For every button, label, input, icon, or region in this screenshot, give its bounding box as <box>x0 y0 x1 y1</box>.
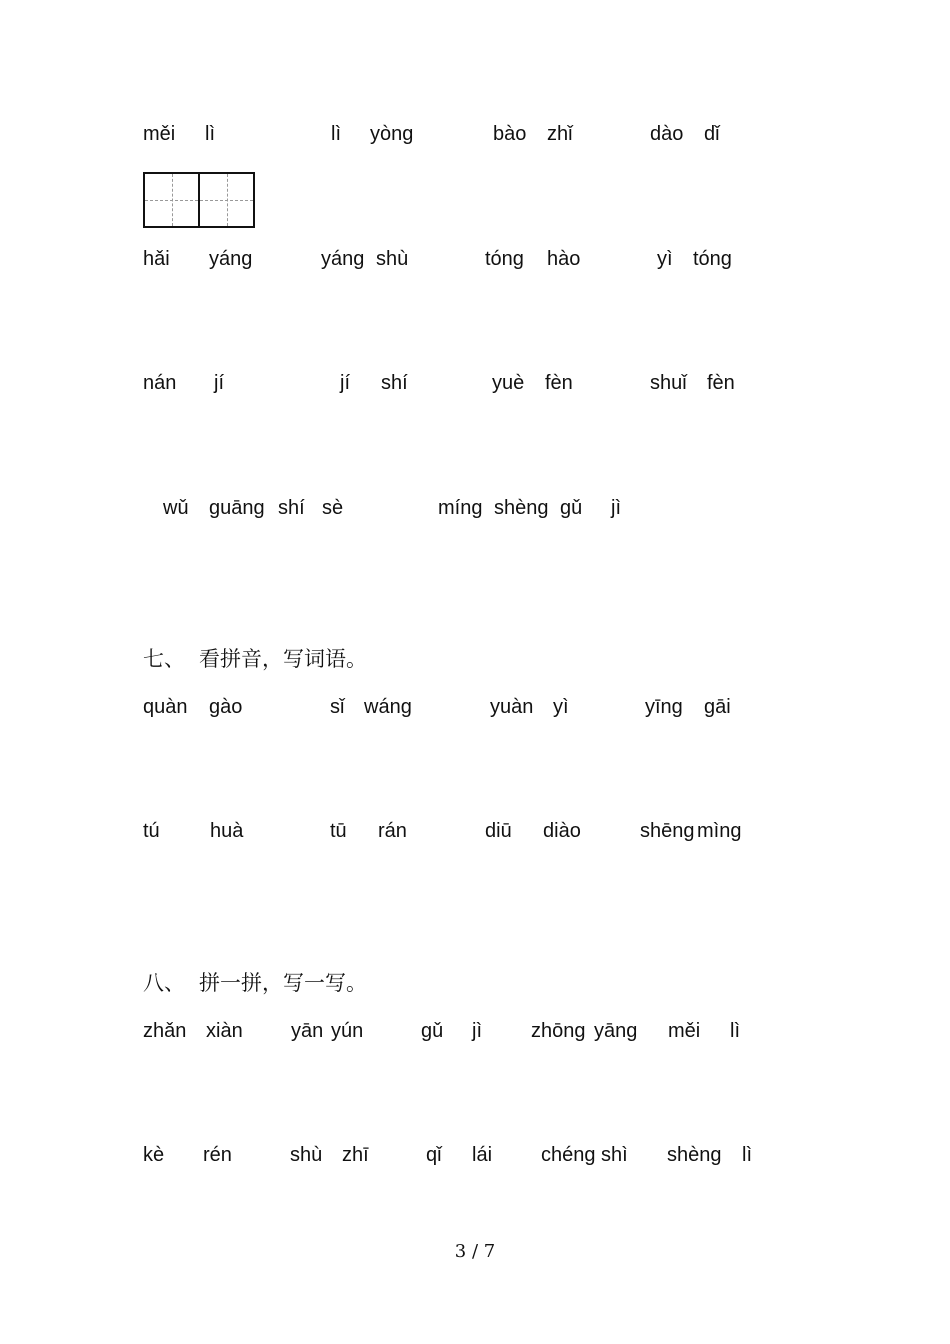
pinyin-syllable: tú <box>143 820 160 842</box>
pinyin-syllable: gǔ <box>560 497 583 519</box>
pinyin-syllable: dǐ <box>704 123 720 145</box>
pinyin-syllable: xiàn <box>206 1020 243 1042</box>
pinyin-syllable: kè <box>143 1144 165 1166</box>
pinyin-syllable: dào <box>650 123 684 145</box>
pinyin-syllable: shèng <box>494 497 549 519</box>
pinyin-row-5 <box>0 695 950 725</box>
section-8-heading <box>143 970 367 996</box>
pinyin-syllable: zhǎn <box>143 1020 187 1042</box>
pinyin-syllable: hǎi <box>143 248 170 270</box>
pinyin-syllable: diū <box>485 820 512 842</box>
pinyin-syllable: mìng <box>697 820 742 842</box>
pinyin-syllable: yòng <box>370 123 414 145</box>
pinyin-syllable: yīng <box>645 696 683 718</box>
pinyin-syllable: fèn <box>707 372 735 394</box>
pinyin-syllable: wáng <box>364 696 412 718</box>
pinyin-syllable: yún <box>331 1020 364 1042</box>
pinyin-syllable: lái <box>472 1144 493 1166</box>
pinyin-syllable: yuè <box>492 372 525 394</box>
pinyin-syllable: sǐ <box>330 696 345 718</box>
writing-cell[interactable] <box>145 174 198 226</box>
pinyin-syllable: gǔ <box>421 1020 444 1042</box>
pinyin-syllable: zhī <box>342 1144 369 1166</box>
writing-cell[interactable] <box>198 174 253 226</box>
section-8-number: 八、 <box>143 971 185 995</box>
pinyin-row-8 <box>0 1143 950 1173</box>
pinyin-syllable: hào <box>547 248 581 270</box>
section-8-title: 拼一拼，写一写。 <box>199 971 367 995</box>
pinyin-syllable: gāi <box>704 696 731 718</box>
page-number: 3 / 7 <box>454 1241 496 1262</box>
pinyin-syllable: shì <box>601 1144 628 1166</box>
pinyin-syllable: jì <box>472 1020 482 1042</box>
section-7-title: 看拼音，写词语。 <box>199 647 367 671</box>
pinyin-syllable: bào <box>493 123 527 145</box>
pinyin-syllable: tū <box>330 820 347 842</box>
pinyin-syllable: shù <box>290 1144 323 1166</box>
pinyin-syllable: yāng <box>594 1020 638 1042</box>
pinyin-syllable: guāng <box>209 497 265 519</box>
pinyin-syllable: yáng <box>209 248 253 270</box>
pinyin-syllable: shí <box>381 372 408 394</box>
pinyin-syllable: shù <box>376 248 409 270</box>
section-7-number: 七、 <box>143 647 185 671</box>
pinyin-syllable: tóng <box>485 248 524 270</box>
pinyin-row-2 <box>0 247 950 277</box>
pinyin-syllable: shuǐ <box>650 372 687 394</box>
pinyin-syllable: shèng <box>667 1144 722 1166</box>
pinyin-syllable: sè <box>322 497 344 519</box>
pinyin-syllable: shēng <box>640 820 695 842</box>
pinyin-syllable: lì <box>331 123 341 145</box>
pinyin-syllable: jí <box>214 372 224 394</box>
pinyin-syllable: yuàn <box>490 696 534 718</box>
writing-grid[interactable] <box>143 172 255 228</box>
pinyin-row-7 <box>0 1019 950 1049</box>
pinyin-row-1 <box>0 122 950 152</box>
section-7-heading <box>143 646 367 672</box>
pinyin-syllable: quàn <box>143 696 188 718</box>
pinyin-row-4 <box>0 496 950 526</box>
pinyin-syllable: tóng <box>693 248 732 270</box>
pinyin-syllable: yì <box>657 248 673 270</box>
pinyin-syllable: měi <box>668 1020 701 1042</box>
pinyin-syllable: chéng <box>541 1144 596 1166</box>
pinyin-syllable: qǐ <box>426 1144 442 1166</box>
pinyin-syllable: diào <box>543 820 581 842</box>
pinyin-syllable: rán <box>378 820 407 842</box>
pinyin-syllable: fèn <box>545 372 573 394</box>
pinyin-syllable: nán <box>143 372 177 394</box>
pinyin-syllable: měi <box>143 123 176 145</box>
pinyin-syllable: huà <box>210 820 244 842</box>
pinyin-syllable: yān <box>291 1020 324 1042</box>
pinyin-syllable: rén <box>203 1144 232 1166</box>
pinyin-syllable: jí <box>340 372 350 394</box>
pinyin-syllable: wǔ <box>163 497 189 519</box>
pinyin-syllable: jì <box>611 497 621 519</box>
pinyin-syllable: lì <box>205 123 215 145</box>
pinyin-syllable: zhōng <box>531 1020 586 1042</box>
pinyin-syllable: lì <box>730 1020 740 1042</box>
pinyin-syllable: yì <box>553 696 569 718</box>
pinyin-syllable: shí <box>278 497 305 519</box>
pinyin-syllable: míng <box>438 497 483 519</box>
pinyin-row-6 <box>0 819 950 849</box>
pinyin-syllable: lì <box>742 1144 752 1166</box>
pinyin-row-3 <box>0 371 950 401</box>
pinyin-syllable: gào <box>209 696 243 718</box>
pinyin-syllable: yáng <box>321 248 365 270</box>
pinyin-syllable: zhǐ <box>547 123 573 145</box>
